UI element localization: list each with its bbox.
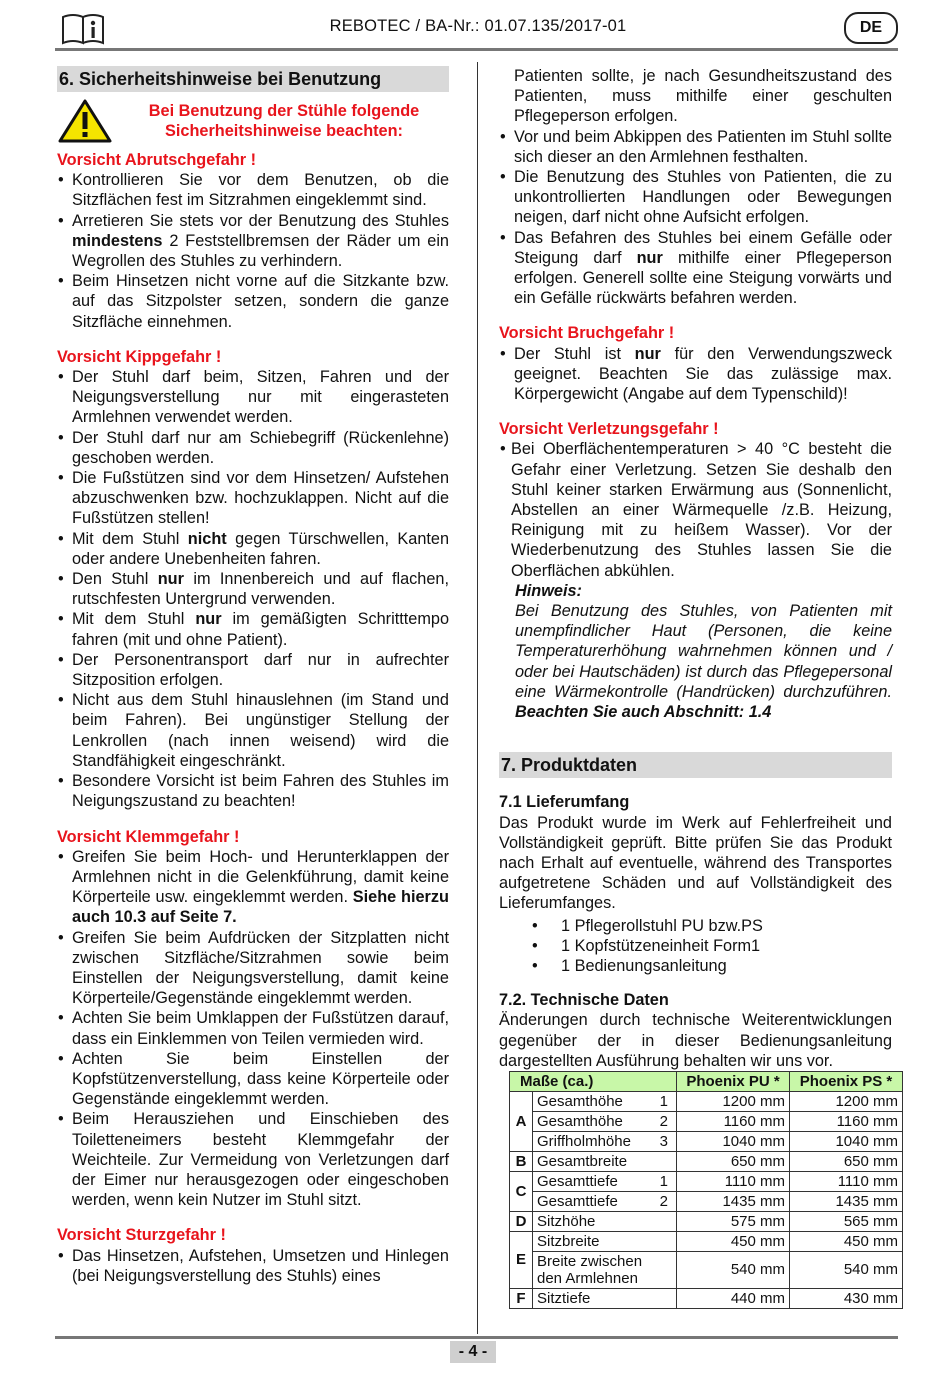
hazard-title: Vorsicht Klemmgefahr ! xyxy=(57,827,240,846)
value-ps: 450 mm xyxy=(790,1231,903,1251)
value-ps: 650 mm xyxy=(790,1151,903,1171)
hazard-list xyxy=(57,1246,449,1286)
delivery-item: • 1 Pflegerollstuhl PU bzw.PS xyxy=(499,916,892,936)
hazard-title: Vorsicht Sturzgefahr ! xyxy=(57,1226,226,1245)
value-ps: 1110 mm xyxy=(790,1171,903,1191)
value-pu: 450 mm xyxy=(677,1231,790,1251)
dimension-name: Sitztiefe xyxy=(533,1288,677,1308)
value-ps: 1040 mm xyxy=(790,1131,903,1151)
hazard-item: • Nicht aus dem Stuhl hinauslehnen (im Stand und beim Fahren). Bei ungünstiger Stellung der Lenkrollen (nach innen weisend) wird die Standfähigkeit eingeschränkt. xyxy=(57,690,449,771)
hazard-list xyxy=(57,170,449,332)
table-header-cell: Maße (ca.) xyxy=(510,1071,677,1091)
hazard-item: • Mit dem Stuhl nur im gemäßigten Schritttempo fahren (mit und ohne Patient). xyxy=(57,609,449,649)
section-72-title: 7.2. Technische Daten xyxy=(499,991,669,1010)
bruch-list xyxy=(499,344,892,405)
page-number: - 4 - xyxy=(450,1341,496,1363)
header-rule xyxy=(55,48,898,51)
value-pu: 1160 mm xyxy=(677,1111,790,1131)
delivery-list xyxy=(499,916,892,977)
dimension-name: Gesamttiefe 1 xyxy=(533,1171,677,1191)
value-pu: 1435 mm xyxy=(677,1191,790,1211)
left-column xyxy=(57,66,449,1286)
document-id: REBOTEC / BA-Nr.: 01.07.135/2017-01 xyxy=(329,17,627,35)
warning-box xyxy=(57,98,449,144)
dimension-letter: A xyxy=(510,1091,533,1151)
hazard-item: Patienten sollte, je nach Gesundheitszustand des Patienten, muss mithilfe einer geschulten Pflegeperson erfolgen. xyxy=(514,67,892,126)
dimension-name: Gesamthöhe 2 xyxy=(533,1111,677,1131)
table-row xyxy=(510,1288,903,1308)
hazard-item: • Der Stuhl ist nur für den Verwendungszweck geeignet. Beachten Sie das zulässige max. Körpergewicht (Angabe auf dem Typenschild)! xyxy=(499,344,892,405)
hazard-item: • Vor und beim Abkippen des Patienten im Stuhl sollte sich dieser an den Armlehnen festhalten. xyxy=(499,127,892,167)
hazard-item: • Beim Hinsetzen nicht vorne auf die Sitzkante bzw. auf das Sitzpolster setzen, sondern die ganze Sitzfläche einnehmen. xyxy=(57,271,449,332)
hazard-item: • Arretieren Sie stets vor der Benutzung des Stuhles mindestens 2 Feststellbremsen der Räder um ein Wegrollen des Stuhles zu verhindern. xyxy=(57,211,449,272)
hazard-item: • Der Personentransport darf nur in aufrechter Sitzposition erfolgen. xyxy=(57,650,449,690)
table-header-row xyxy=(510,1071,903,1091)
dimension-name: Gesamtbreite xyxy=(533,1151,677,1171)
hazard-item: • Mit dem Stuhl nicht gegen Türschwellen, Kanten oder andere Unebenheiten fahren. xyxy=(57,529,449,569)
value-ps: 1200 mm xyxy=(790,1091,903,1111)
value-pu: 1110 mm xyxy=(677,1171,790,1191)
hazard-item: • Beim Herausziehen und Einschieben des Toiletteneimers besteht Klemmgefahr der Weichteile. Zur Vermeidung von Verletzungen darf der Eimer nur herausgezogen oder eingeschoben werden, wenn kein Nutzer im Stuhl sitzt. xyxy=(57,1109,449,1210)
right-column xyxy=(499,66,898,1309)
hazard-item: • Der Stuhl darf nur am Schiebegriff (Rückenlehne) geschoben werden. xyxy=(57,428,449,468)
section-71-text: Das Produkt wurde im Werk auf Fehlerfreiheit und Vollständigkeit geprüft. Bitte prüfen Sie das Produkt nach Erhalt auf eventuelle, während des Transportes aufgetretene Schäden und auf Vollständigkeit des Lieferumfanges. xyxy=(499,813,892,913)
hint-label: Hinweis: xyxy=(515,581,582,600)
hazard-item: • Achten Sie beim Umklappen der Fußstützen darauf, dass ein Einklemmen von Teilen vermieden wird. xyxy=(57,1008,449,1048)
page-header xyxy=(58,8,898,46)
dimension-letter: C xyxy=(510,1171,533,1211)
hazard-item: • Die Fußstützen sind vor dem Hinsetzen/ Aufstehen abzuschwenken bzw. hochzuklappen. Nicht auf die Fußstützen stellen! xyxy=(57,468,449,529)
delivery-item: • 1 Kopfstützeneinheit Form1 xyxy=(499,936,892,956)
dimension-letter: E xyxy=(510,1231,533,1288)
table-row xyxy=(510,1191,903,1211)
value-pu: 1200 mm xyxy=(677,1091,790,1111)
hazard-item: • Den Stuhl nur im Innenbereich und auf flachen, rutschfesten Untergrund verwenden. xyxy=(57,569,449,609)
value-ps: 1160 mm xyxy=(790,1111,903,1131)
hazard-item: • Greifen Sie beim Hoch- und Herunterklappen der Armlehnen nicht in die Gelenkführung, damit keine Körperteile usw. eingeklemmt werden. Siehe hierzu auch 10.3 auf Seite 7. xyxy=(57,847,449,928)
dimension-name: Gesamttiefe 2 xyxy=(533,1191,677,1211)
table-row xyxy=(510,1231,903,1251)
dimension-name: Breite zwischen den Armlehnen xyxy=(533,1251,677,1288)
hazard-item: • Die Benutzung des Stuhles von Patienten, die zu unkontrollierten Handlungen oder Bewegungen neigen, darf nicht ohne Aufsicht erfolgen. xyxy=(499,167,892,228)
value-pu: 650 mm xyxy=(677,1151,790,1171)
hazard-item: • Achten Sie beim Einstellen der Kopfstützenverstellung, dass keine Körperteile oder Gegenstände eingeklemmt werden. xyxy=(57,1049,449,1110)
table-row xyxy=(510,1151,903,1171)
hazard-list xyxy=(57,367,449,811)
value-ps: 565 mm xyxy=(790,1211,903,1231)
dimension-letter: F xyxy=(510,1288,533,1308)
table-row xyxy=(510,1111,903,1131)
hint-text: Bei Benutzung des Stuhles, von Patienten mit unempfindlicher Haut (Personen, die keine Temperaturerhöhung wahrnehmen können und / oder bei Hautschäden) ist durch das Pflegepersonal eine Wärmekontrolle (Handrücken) durchzuführen. Beachten Sie auch Abschnitt: 1.4 xyxy=(515,602,892,722)
bruch-title: Vorsicht Bruchgefahr ! xyxy=(499,324,675,343)
section-71-title: 7.1 Lieferumfang xyxy=(499,793,630,812)
table-row xyxy=(510,1211,903,1231)
sturz-list-continued xyxy=(499,66,892,308)
section-6-title: 6. Sicherheitshinweise bei Benutzung xyxy=(57,66,449,92)
verletzung-title: Vorsicht Verletzungsgefahr ! xyxy=(499,420,719,439)
left-safety-groups xyxy=(57,150,449,1286)
dimension-letter: B xyxy=(510,1151,533,1171)
value-ps: 1435 mm xyxy=(790,1191,903,1211)
table-header-cell: Phoenix PU * xyxy=(677,1071,790,1091)
table-row xyxy=(510,1171,903,1191)
section-72-text: Änderungen durch technische Weiterentwicklungen gegenüber der in dieser Bedienungsanleitung dargestellten Ausführung behalten wir uns vor. xyxy=(499,1011,892,1070)
section-7-title: 7. Produktdaten xyxy=(499,752,892,778)
value-pu: 440 mm xyxy=(677,1288,790,1308)
value-ps: 430 mm xyxy=(790,1288,903,1308)
hazard-item: • Das Hinsetzen, Aufstehen, Umsetzen und Hinlegen (bei Neigungsverstellung des Stuhls) eines xyxy=(57,1246,449,1286)
value-pu: 575 mm xyxy=(677,1211,790,1231)
warning-text: Bei Benutzung der Stühle folgende Sicherheitshinweise beachten: xyxy=(148,102,420,140)
hazard-item: • Das Befahren des Stuhles bei einem Gefälle oder Steigung darf nur mithilfe einer Pflegeperson erfolgen. Generell sollte eine Steigung vorwärts und ein Gefälle rückwärts befahren werden. xyxy=(499,228,892,309)
language-badge: DE xyxy=(844,12,898,44)
hazard-item: • Der Stuhl darf beim, Sitzen, Fahren und der Neigungsverstellung nur mit eingerasteten Armlehnen verwendet werden. xyxy=(57,367,449,428)
technical-data-table xyxy=(509,1071,903,1309)
value-pu: 540 mm xyxy=(677,1251,790,1288)
column-divider xyxy=(477,62,478,1334)
hazard-item: • Greifen Sie beim Aufdrücken der Sitzplatten nicht zwischen Sitzfläche/Sitzrahmen sowie beim Einstellen der Neigungsverstellung, damit keine Körperteile/Gegenstände eingeklemmt werden. xyxy=(57,928,449,1009)
table-row xyxy=(510,1091,903,1111)
verletzung-list xyxy=(499,439,892,580)
table-header-cell: Phoenix PS * xyxy=(790,1071,903,1091)
hazard-title: Vorsicht Abrutschgefahr ! xyxy=(57,151,257,169)
delivery-item: • 1 Bedienungsanleitung xyxy=(499,956,892,976)
footer-rule xyxy=(55,1336,898,1339)
dimension-letter: D xyxy=(510,1211,533,1231)
table-row xyxy=(510,1251,903,1288)
value-ps: 540 mm xyxy=(790,1251,903,1288)
warning-triangle-icon xyxy=(57,98,113,144)
dimension-name: Sitzbreite xyxy=(533,1231,677,1251)
dimension-name: Gesamthöhe 1 xyxy=(533,1091,677,1111)
hazard-item: • Bei Oberflächentemperaturen > 40 °C besteht die Gefahr einer Verletzung. Setzen Sie deshalb den Stuhl keiner starken Erwärmung aus (Sonnenlicht, Abstellen an einer Wärmequelle /z.B. Heizung, Reinigung mit zu heißem Wasser). Vor der Wiederbenutzung des Stuhles lassen Sie die Oberflächen abkühlen. xyxy=(499,439,892,580)
dimension-name: Griffholmhöhe 3 xyxy=(533,1131,677,1151)
hazard-item: • Kontrollieren Sie vor dem Benutzen, ob die Sitzflächen fest im Sitzrahmen eingeklemmt sind. xyxy=(57,170,449,210)
table-row xyxy=(510,1131,903,1151)
hazard-list xyxy=(57,847,449,1211)
hazard-item: • Besondere Vorsicht ist beim Fahren des Stuhles im Neigungszustand zu beachten! xyxy=(57,771,449,811)
dimension-name: Sitzhöhe xyxy=(533,1211,677,1231)
value-pu: 1040 mm xyxy=(677,1131,790,1151)
hazard-title: Vorsicht Kippgefahr ! xyxy=(57,347,222,366)
